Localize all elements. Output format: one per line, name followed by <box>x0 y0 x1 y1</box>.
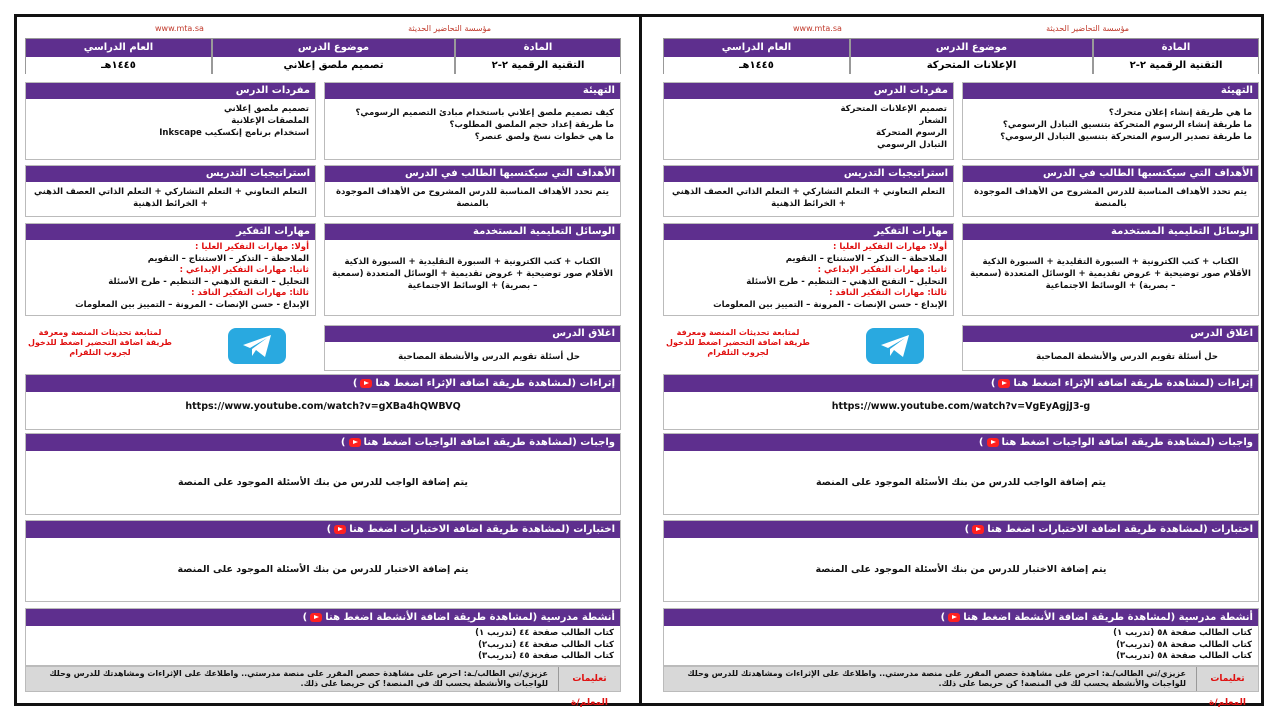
topic-cell <box>212 38 455 74</box>
intro-box <box>324 82 621 160</box>
closing-title: اغلاق الدرس <box>963 326 1258 342</box>
media-text: الكتاب + كتب الكترونية + السبورة التقليدية + السبورة الذكية الأقلام صور توضيحية + عروض تقديمية + الوسائل المتعددة (سمعية – بصرية) + الوسائط الاجتماعية <box>332 257 613 291</box>
vocab-item: تصميم الإعلانات المتحركة <box>840 104 947 114</box>
teacher-notes-label: تعليمات المعلم/ة <box>1196 667 1258 691</box>
vocab-item: التبادل الرسومي <box>877 140 947 150</box>
media-box <box>962 223 1259 316</box>
homework-text: يتم إضافة الواجب للدرس من بنك الأسئلة الموجود على المنصة <box>177 477 468 488</box>
vocab-list <box>26 99 315 143</box>
subject-value: التقنية الرقمية ٢-٢ <box>1094 57 1258 74</box>
activities-title[interactable]: أنشطة مدرسية (لمشاهدة طريقة اضافة الأنشطة اضغط هنا) <box>26 609 620 626</box>
vocab-box <box>25 82 316 160</box>
tests-title[interactable]: اختبارات (لمشاهدة طريقة اضافة الاختبارات اضغط هنا) <box>26 521 620 538</box>
activities-section <box>663 608 1259 666</box>
vocab-list <box>664 99 953 155</box>
org-name: مؤسسة التحاضير الحديثة <box>408 24 491 33</box>
homework-section <box>25 433 621 515</box>
telegram-promo[interactable] <box>25 322 316 374</box>
site-url[interactable]: www.mta.sa <box>793 24 842 33</box>
intro-question: كيف تصميم ملصق إعلاني باستخدام مبادئ التصميم الرسومي؟ <box>355 108 614 118</box>
intro-title: التهيئة <box>325 83 620 99</box>
closing-text: حل أسئلة تقويم الدرس والأنشطة المصاحبة <box>398 352 580 362</box>
goals-text: يتم تحدد الأهداف المناسبة للدرس المشروح من الأهداف الموجودة بالمنصة <box>336 187 609 209</box>
thinking-title: مهارات التفكير <box>26 224 315 240</box>
homework-text: يتم إضافة الواجب للدرس من بنك الأسئلة الموجود على المنصة <box>815 477 1106 488</box>
strategies-box <box>25 165 316 217</box>
youtube-icon[interactable] <box>948 613 960 622</box>
closing-title: اغلاق الدرس <box>325 326 620 342</box>
youtube-icon[interactable] <box>334 525 346 534</box>
subject-cell <box>1093 38 1259 74</box>
topic-heading: موضوع الدرس <box>213 39 454 57</box>
goals-box <box>324 165 621 217</box>
activity-item: كتاب الطالب صفحة ٥٨ (تدريب ١) <box>1113 628 1252 638</box>
thinking-skills-1: الملاحظة – التذكر – الاستنتاج – التقويم <box>785 253 947 264</box>
media-text: الكتاب + كتب الكترونية + السبورة التقليدية + السبورة الذكية الأقلام صور توضيحية + عروض تقديمية + الوسائل المتعددة (سمعية – بصرية) + الوسائط الاجتماعية <box>970 257 1251 291</box>
activity-item: كتاب الطالب صفحة ٥٨ (تدريب٢) <box>1116 639 1252 650</box>
vocab-item: الرسوم المتحركة <box>875 128 947 138</box>
topic-heading: موضوع الدرس <box>851 39 1092 57</box>
lesson-header-table <box>25 38 621 74</box>
tests-section <box>25 520 621 602</box>
year-value: ١٤٤٥هـ <box>26 57 211 74</box>
thinking-box <box>663 223 954 316</box>
thinking-skills-3: الإبداع - حسن الإنصات - المرونة – التمييز بين المعلومات <box>75 299 309 310</box>
goals-text: يتم تحدد الأهداف المناسبة للدرس المشروح من الأهداف الموجودة بالمنصة <box>974 187 1247 209</box>
youtube-icon[interactable] <box>360 379 372 388</box>
top-line <box>25 24 621 34</box>
enrichment-section <box>25 374 621 430</box>
vocab-item: الشعار <box>919 116 947 126</box>
activity-item: كتاب الطالب صفحة ٤٥ (تدريب٣) <box>478 651 614 661</box>
topic-cell <box>850 38 1093 74</box>
org-name: مؤسسة التحاضير الحديثة <box>1046 24 1129 33</box>
lesson-plan-right <box>663 20 1259 708</box>
enrichment-title[interactable]: إثراءات (لمشاهدة طريقة اضافة الإثراء اضغط هنا) <box>664 375 1258 392</box>
year-value: ١٤٤٥هـ <box>664 57 849 74</box>
vocab-item: تصميم ملصق إعلاني <box>223 104 309 114</box>
teacher-notes-label: تعليمات المعلم/ة <box>558 667 620 691</box>
tests-section <box>663 520 1259 602</box>
subject-heading: المادة <box>1094 39 1258 57</box>
intro-question: ما طريقة تصدير الرسوم المتحركة بتنسيق التبادل الرسومي؟ <box>1000 132 1252 142</box>
teacher-notes-text: عزيزي/تي الطالب/ـة: احرص على مشاهدة حصص المقرر على منصة مدرستي.. واطلاعك على الإثراءات ومشاهدتك للدرس وحلك للواجبات والأنشطة يحسب لك في المنصة! كن حريصا على ذلك. <box>687 669 1186 688</box>
youtube-icon[interactable] <box>998 379 1010 388</box>
goals-box <box>962 165 1259 217</box>
vocab-item: استخدام برنامج إنكسكيب Inkscape <box>159 128 309 138</box>
enrichment-link[interactable]: https://www.youtube.com/watch?v=VgEyAgjJ3-g <box>831 401 1091 412</box>
year-cell <box>25 38 212 74</box>
thinking-heading-3: ثالثا: مهارات التفكير الناقد : <box>191 288 309 298</box>
media-title: الوسائل التعليمية المستخدمة <box>325 224 620 240</box>
goals-title: الأهداف التي سيكتسبها الطالب في الدرس <box>963 166 1258 182</box>
intro-question: ما هي خطوات نسخ ولصق عنصر؟ <box>474 132 614 142</box>
telegram-icon[interactable] <box>866 328 924 364</box>
vocab-item: الملصقات الإعلانية <box>231 116 309 126</box>
closing-box <box>324 325 621 371</box>
strategies-text: التعلم التعاوني + التعلم التشاركي + التعلم الذاتي العصف الذهني + الخرائط الذهنية <box>672 187 945 209</box>
top-line <box>663 24 1259 34</box>
thinking-skills-2: التحليل – التفتح الذهني – التنظيم - طرح الأسئلة <box>108 276 309 287</box>
telegram-text[interactable]: لمتابعة تحديثات المنصة ومعرفة طريقة اضافة التحضير اضغط للدخول لجروب التلقرام <box>666 328 810 357</box>
youtube-icon[interactable] <box>349 438 361 447</box>
thinking-skills-1: الملاحظة – التذكر – الاستنتاج – التقويم <box>147 253 309 264</box>
strategies-title: استراتيجيات التدريس <box>664 166 953 182</box>
subject-heading: المادة <box>456 39 620 57</box>
lesson-header-table <box>663 38 1259 74</box>
thinking-title: مهارات التفكير <box>664 224 953 240</box>
thinking-heading-1: أولا: مهارات التفكير العليا : <box>832 242 947 252</box>
subject-value: التقنية الرقمية ٢-٢ <box>456 57 620 74</box>
intro-title: التهيئة <box>963 83 1258 99</box>
telegram-promo[interactable] <box>663 322 954 374</box>
strategies-text: التعلم التعاوني + التعلم التشاركي + التعلم الذاتي العصف الذهني + الخرائط الذهنية <box>34 187 307 209</box>
youtube-icon[interactable] <box>310 613 322 622</box>
activities-title[interactable]: أنشطة مدرسية (لمشاهدة طريقة اضافة الأنشطة اضغط هنا) <box>664 609 1258 626</box>
thinking-heading-1: أولا: مهارات التفكير العليا : <box>194 242 309 252</box>
telegram-text[interactable]: لمتابعة تحديثات المنصة ومعرفة طريقة اضافة التحضير اضغط للدخول لجروب التلقرام <box>28 328 172 357</box>
activity-item: كتاب الطالب صفحة ٤٤ (تدريب ١) <box>475 628 614 638</box>
thinking-heading-2: ثانيا: مهارات التفكير الإبداعي : <box>817 265 947 275</box>
thinking-heading-3: ثالثا: مهارات التفكير الناقد : <box>829 288 947 298</box>
thinking-heading-2: ثانيا: مهارات التفكير الإبداعي : <box>179 265 309 275</box>
enrichment-link[interactable]: https://www.youtube.com/watch?v=gXBa4hQWBVQ <box>185 401 461 412</box>
teacher-notes <box>663 666 1259 708</box>
strategies-box <box>663 165 954 217</box>
year-heading: العام الدراسي <box>664 39 849 57</box>
vocab-title: مفردات الدرس <box>664 83 953 99</box>
media-box <box>324 223 621 316</box>
strategies-title: استراتيجيات التدريس <box>26 166 315 182</box>
page-divider <box>639 17 642 703</box>
intro-box <box>962 82 1259 160</box>
enrichment-title[interactable]: إثراءات (لمشاهدة طريقة اضافة الإثراء اضغط هنا) <box>26 375 620 392</box>
activity-item: كتاب الطالب صفحة ٤٤ (تدريب٢) <box>478 639 614 650</box>
subject-cell <box>455 38 621 74</box>
closing-box <box>962 325 1259 371</box>
topic-value: الإعلانات المتحركة <box>851 57 1092 74</box>
thinking-skills-3: الإبداع - حسن الإنصات - المرونة – التمييز بين المعلومات <box>713 299 947 310</box>
homework-title[interactable]: واجبات (لمشاهدة طريقة اضافة الواجبات اضغط هنا) <box>26 434 620 451</box>
topic-value: تصميم ملصق إعلاني <box>213 57 454 74</box>
year-cell <box>663 38 850 74</box>
tests-text: يتم إضافة الاختبار للدرس من بنك الأسئلة الموجود على المنصة <box>177 564 469 575</box>
thinking-skills-2: التحليل – التفتح الذهني – التنظيم - طرح الأسئلة <box>746 276 947 287</box>
youtube-icon[interactable] <box>972 525 984 534</box>
telegram-icon[interactable] <box>228 328 286 364</box>
goals-title: الأهداف التي سيكتسبها الطالب في الدرس <box>325 166 620 182</box>
intro-question: ما طريقة إعداد حجم الملصق المطلوب؟ <box>449 120 614 130</box>
vocab-box <box>663 82 954 160</box>
homework-section <box>663 433 1259 515</box>
intro-question: ما هي طريقة إنشاء إعلان متحرك؟ <box>1108 108 1252 118</box>
teacher-notes-text: عزيزي/تي الطالب/ـة: احرص على مشاهدة حصص المقرر على منصة مدرستي.. واطلاعك على الإثراءات ومشاهدتك للدرس وحلك للواجبات والأنشطة يحسب لك في المنصة! كن حريصا على ذلك. <box>49 669 548 688</box>
vocab-title: مفردات الدرس <box>26 83 315 99</box>
lesson-plan-left <box>25 20 621 708</box>
media-title: الوسائل التعليمية المستخدمة <box>963 224 1258 240</box>
tests-text: يتم إضافة الاختبار للدرس من بنك الأسئلة الموجود على المنصة <box>815 564 1107 575</box>
activity-item: كتاب الطالب صفحة ٥٨ (تدريب٣) <box>1116 651 1252 661</box>
tests-title[interactable]: اختبارات (لمشاهدة طريقة اضافة الاختبارات اضغط هنا) <box>664 521 1258 538</box>
teacher-notes <box>25 666 621 708</box>
thinking-box <box>25 223 316 316</box>
closing-text: حل أسئلة تقويم الدرس والأنشطة المصاحبة <box>1036 352 1218 362</box>
homework-title[interactable]: واجبات (لمشاهدة طريقة اضافة الواجبات اضغط هنا) <box>664 434 1258 451</box>
intro-question: ما طريقة إنشاء الرسوم المتحركة بتنسيق التبادل الرسومي؟ <box>1002 120 1252 130</box>
activities-section <box>25 608 621 666</box>
year-heading: العام الدراسي <box>26 39 211 57</box>
site-url[interactable]: www.mta.sa <box>155 24 204 33</box>
enrichment-section <box>663 374 1259 430</box>
youtube-icon[interactable] <box>987 438 999 447</box>
